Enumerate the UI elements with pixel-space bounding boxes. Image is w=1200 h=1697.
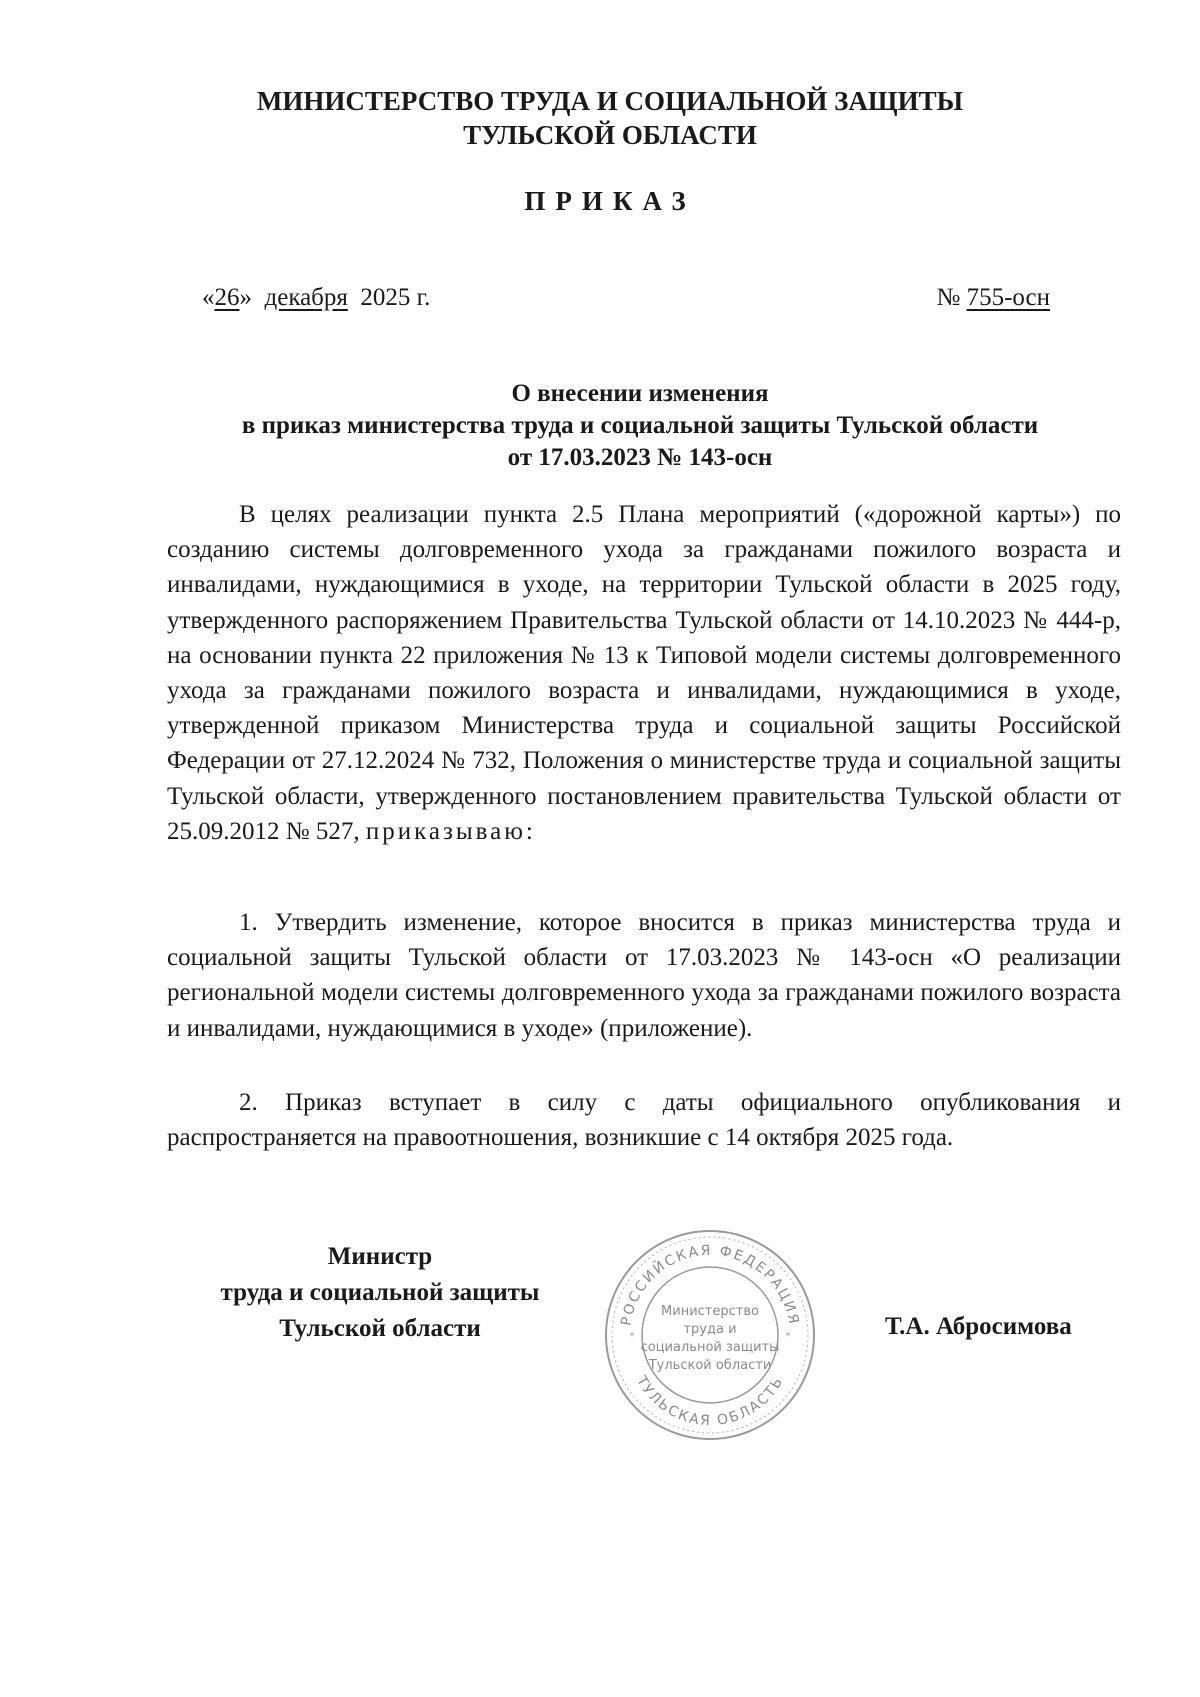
ministry-name-line1: МИНИСТЕРСТВО ТРУДА И СОЦИАЛЬНОЙ ЗАЩИТЫ <box>256 86 964 116</box>
seal-inner-line1: Министерство <box>661 1304 759 1319</box>
official-seal-stamp <box>600 1225 820 1445</box>
item-1-paragraph <box>167 905 1121 1046</box>
order-verb: приказываю: <box>365 817 536 845</box>
seal-bottom-text: ТУЛЬСКАЯ ОБЛАСТЬ <box>632 1373 788 1430</box>
title-line1: О внесении изменения <box>511 380 769 407</box>
seal-star-left-icon: * <box>629 1331 635 1342</box>
seal-inner-line3: социальной защиты <box>640 1340 780 1355</box>
number-prefix: № <box>936 284 961 311</box>
title-line3: от 17.03.2023 № 143-осн <box>507 444 773 471</box>
ministry-name-line2: ТУЛЬСКОЙ ОБЛАСТИ <box>463 120 757 150</box>
title-line2: в приказ министерства труда и социальной защиты Тульской области <box>241 412 1039 439</box>
item-1-text: 1. Утвердить изменение, которое вносится в приказ министерства труда и социальной защиты Тульской области от 17.03.2023 № 143-осн «О реализации региональной модели системы долговременного ухода за гражданами пожилого возраста и инвалидами, нуждающимися в уходе» (приложение). <box>167 909 1121 1042</box>
seal-star-right-icon: * <box>785 1331 791 1342</box>
order-date <box>202 284 430 312</box>
seal-inner-line2: труда и <box>683 1322 737 1337</box>
signatory-title-line2: труда и социальной защиты <box>220 1279 540 1306</box>
item-2-text: 2. Приказ вступает в силу с даты официального опубликования и распространяется на правоотношения, возникшие с 14 октября 2025 года. <box>167 1089 1121 1152</box>
signatory-title-line1: Министр <box>327 1243 433 1270</box>
seal-top-text: РОССИЙСКАЯ ФЕДЕРАЦИЯ <box>618 1242 802 1327</box>
signatory-name: Т.А. Абросимова <box>885 1313 1072 1340</box>
date-day: 26 <box>214 284 240 311</box>
preamble-text: В целях реализации пункта 2.5 Плана мероприятий («дорожной карты») по созданию системы долговременного ухода за гражданами пожилого возраста и инвалидами, нуждающимися в уходе, на территории Тульской области в 2025 году, утвержденного распоряжением Правительства Тульской области от 14.10.2023 № 444-р, на основании пункта 22 приложения № 13 к Типовой модели системы долговременного ухода за гражданами пожилого возраста и инвалидами, нуждающимися в уходе, утвержденной приказом Министерства труда и социальной защиты Российской Федерации от 27.12.2024 № 732, Положения о министерстве труда и социальной защиты Тульской области, утвержденного постановлением правительства Тульской области от 25.09.2012 № 527, <box>167 501 1121 845</box>
date-close-quote: » <box>239 284 252 311</box>
date-open-quote: « <box>202 284 215 311</box>
number-value: 755-осн <box>966 284 1050 311</box>
document-type: ПРИКАЗ <box>524 186 696 216</box>
date-month: декабря <box>264 284 348 311</box>
seal-inner-line4: Тульской области <box>648 1358 772 1373</box>
order-number <box>936 284 1050 312</box>
date-year: 2025 г. <box>360 284 431 311</box>
preamble-paragraph <box>167 497 1121 849</box>
signatory-title-line3: Тульской области <box>279 1315 481 1342</box>
item-2-paragraph <box>167 1085 1121 1155</box>
